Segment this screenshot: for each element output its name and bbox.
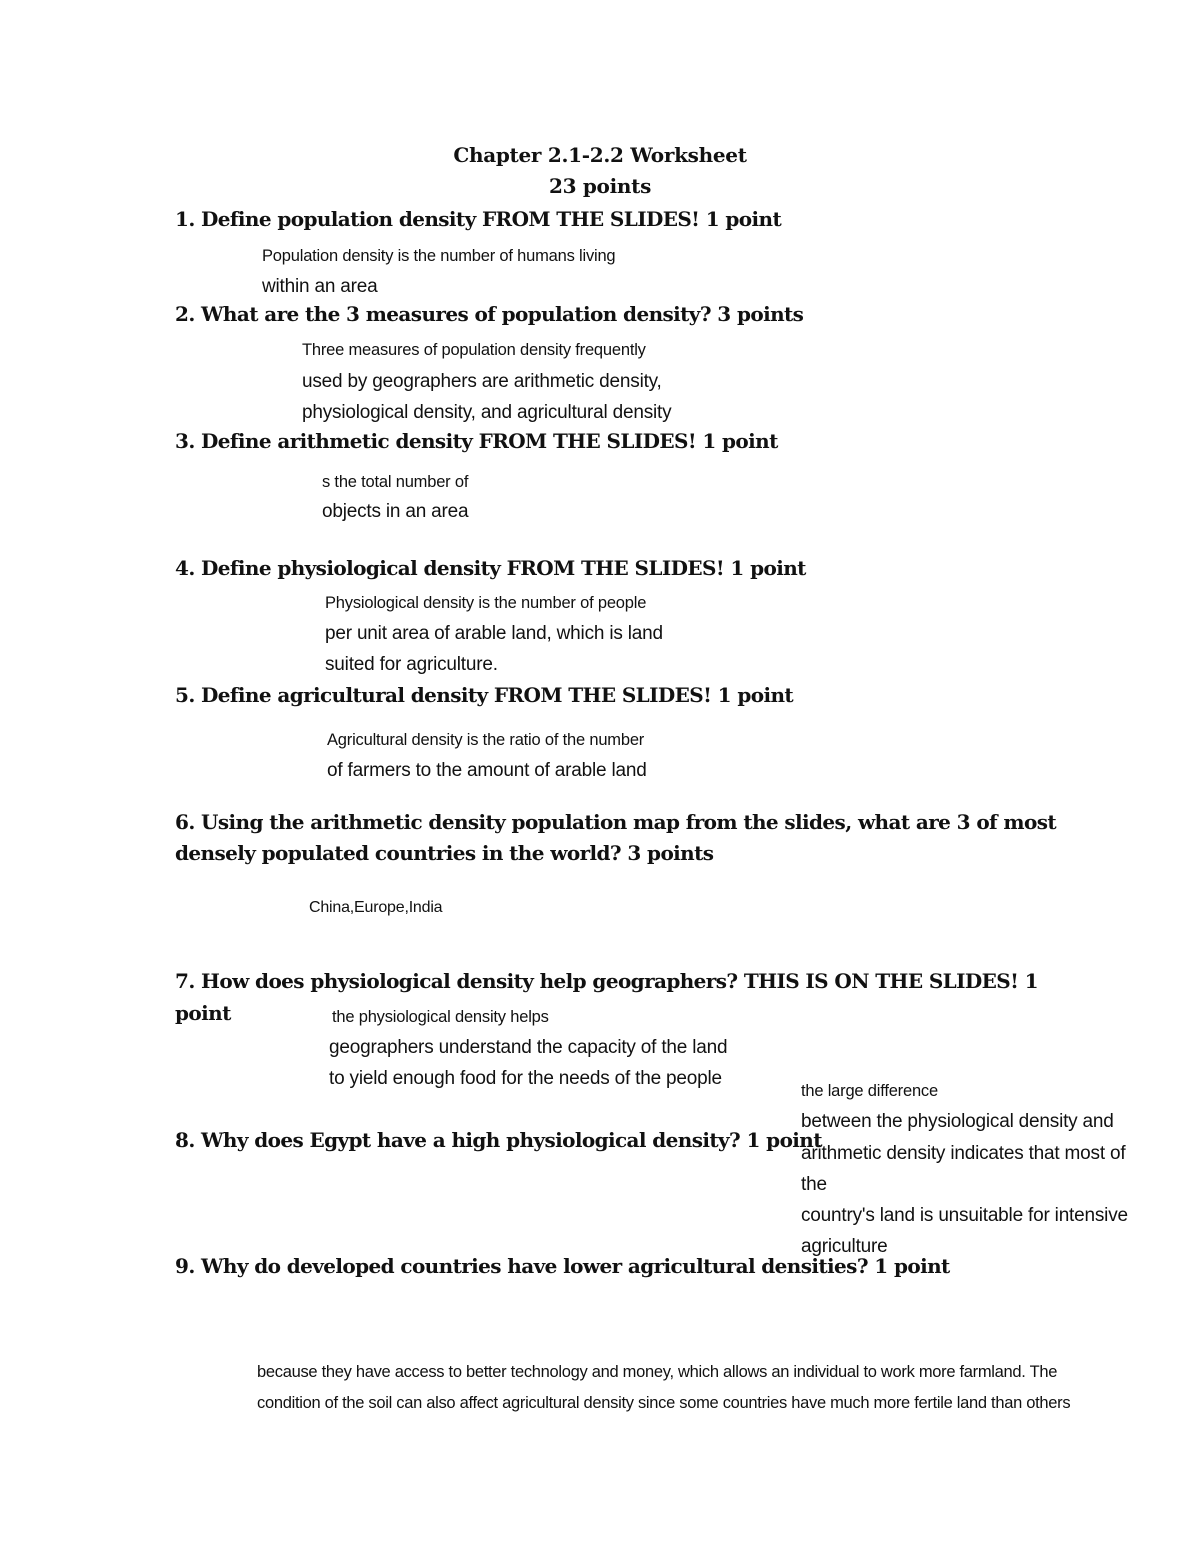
question-7-line-2: point <box>175 1001 231 1025</box>
question-2: 2. What are the 3 measures of population density? 3 points <box>175 302 804 326</box>
answer-4-line-1: Physiological density is the number of people <box>325 594 647 612</box>
question-6-line-2: densely populated countries in the world? 3 points <box>175 841 714 865</box>
question-8: 8. Why does Egypt have a high physiological density? 1 point <box>175 1128 822 1152</box>
answer-7-line-3: to yield enough food for the needs of the people <box>329 1068 722 1089</box>
question-7-line-1: 7. How does physiological density help geographers? THIS IS ON THE SLIDES! 1 <box>175 969 1038 993</box>
question-1: 1. Define population density FROM THE SLIDES! 1 point <box>175 207 782 231</box>
answer-7-line-2: geographers understand the capacity of the land <box>329 1037 728 1058</box>
question-5: 5. Define agricultural density FROM THE SLIDES! 1 point <box>175 683 794 707</box>
answer-5-line-2: of farmers to the amount of arable land <box>327 760 647 781</box>
question-4: 4. Define physiological density FROM THE SLIDES! 1 point <box>175 556 806 580</box>
answer-1-line-2: within an area <box>262 276 378 297</box>
answer-4-line-3: suited for agriculture. <box>325 654 498 675</box>
answer-8-line-6: agriculture <box>801 1236 888 1257</box>
answer-4-line-2: per unit area of arable land, which is land <box>325 623 663 644</box>
answer-6-line-1: China,Europe,India <box>309 899 443 916</box>
question-9: 9. Why do developed countries have lower agricultural densities? 1 point <box>175 1254 950 1278</box>
answer-9-line-2: condition of the soil can also affect agricultural density since some countries have much more fertile land than others <box>257 1394 1071 1412</box>
answer-3-line-2: objects in an area <box>322 501 469 522</box>
answer-2-line-1: Three measures of population density frequently <box>302 341 646 359</box>
answer-5-line-1: Agricultural density is the ratio of the number <box>327 731 645 749</box>
answer-8-line-4: the <box>801 1174 827 1195</box>
answer-3-line-1: s the total number of <box>322 473 469 491</box>
answer-7-line-1: the physiological density helps <box>332 1008 549 1026</box>
question-6-line-1: 6. Using the arithmetic density population map from the slides, what are 3 of most <box>175 810 1057 834</box>
answer-9-line-1: because they have access to better technology and money, which allows an individual to work more farmland. The <box>257 1363 1058 1381</box>
answer-8-line-5: country's land is unsuitable for intensive <box>801 1205 1128 1226</box>
answer-2-line-3: physiological density, and agricultural density <box>302 402 672 423</box>
answer-8-line-1: the large difference <box>801 1082 938 1100</box>
worksheet-title: Chapter 2.1-2.2 Worksheet <box>453 143 747 167</box>
answer-2-line-2: used by geographers are arithmetic density, <box>302 371 662 392</box>
answer-8-line-3: arithmetic density indicates that most of <box>801 1143 1126 1164</box>
answer-8-line-2: between the physiological density and <box>801 1111 1114 1132</box>
question-3: 3. Define arithmetic density FROM THE SLIDES! 1 point <box>175 429 778 453</box>
worksheet-total-points: 23 points <box>548 174 652 198</box>
answer-1-line-1: Population density is the number of humans living <box>262 247 616 265</box>
